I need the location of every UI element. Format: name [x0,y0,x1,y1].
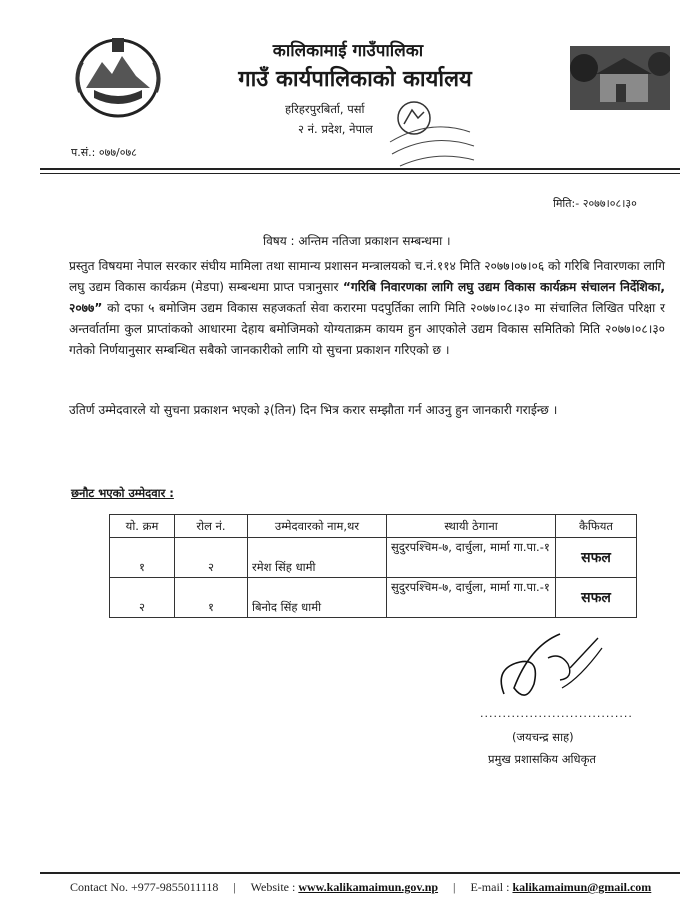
reference-number: प.सं.: ०७७/०७८ [71,146,137,159]
footer [70,880,690,895]
signatory-title: प्रमुख प्रशासकिय अधिकृत [488,752,596,766]
email-link[interactable]: kalikamaimun@gmail.com [512,880,652,894]
footer-website-label: Website : [250,880,299,894]
footer-separator: | [453,880,456,894]
table-header-row [110,515,637,538]
cell-serial: २ [110,578,175,618]
cell-remarks: सफल [556,578,637,618]
letter-date: मिति:- २०७७।०८।३० [553,197,637,210]
cell-remarks: सफल [556,538,637,578]
col-serial: यो. क्रम [110,515,175,538]
col-address: स्थायी ठेगाना [387,515,556,538]
cell-name: रमेश सिंह धामी [248,538,387,578]
table-row [110,578,637,618]
address-line-2: २ नं. प्रदेश, नेपाल [298,122,373,136]
paragraph-1-directive-title: “गरिबि निवारणका लागि लघु उद्यम विकास कार्यक्रम संचालन निर्देशिका, २०७७” [69,280,665,315]
cell-name: बिनोद सिंह धामी [248,578,387,618]
website-link[interactable]: www.kalikamaimun.gov.np [298,880,439,894]
cell-roll: २ [175,538,248,578]
results-table [109,514,637,618]
address-line-1: हरिहरपुरबिर्ता, पर्सा [285,102,365,116]
signature-mark [490,628,610,706]
cell-roll: १ [175,578,248,618]
office-name: गाउँ कार्यपालिकाको कार्यालय [238,67,472,92]
paragraph-1-text-b: को दफा ५ बमोजिम उद्यम विकास सहजकर्ता सेवा करारमा पदपुर्तिका लागि मिति २०७७।०८।३० मा संचालित लिखित परिक्षा र अन्तर्वार्तामा कुल प्राप्तांकको आधारमा देहाय बमोजिमको योग्यताक्रम कायम हुन आएकोले उद्यम विकास समितिको मिति २०७७।०८।३० गतेको निर्णयानुसार सम्बन्धित सबैको जानकारीको लागि यो सुचना प्रकाशन गरिएको छ । [69,301,665,357]
footer-separator: | [233,880,236,894]
header-divider-thin [40,173,680,174]
header-divider [40,168,680,170]
letter-subject: विषय : अन्तिम नतिजा प्रकाशन सम्बन्धमा । [263,234,451,248]
col-remarks: कैफियत [556,515,637,538]
nepal-emblem-logo [72,32,164,120]
office-building-photo [570,46,670,110]
body-paragraph-2: उतिर्ण उम्मेदवारले यो सुचना प्रकाशन भएको ३(तिन) दिन भित्र करार सम्झौता गर्न आउनु हुन जानकारी गराईन्छ । [69,403,558,417]
col-roll: रोल नं. [175,515,248,538]
official-stamp [370,92,480,178]
municipality-name: कालिकामाई गाउँपालिका [272,41,424,61]
col-name: उम्मेदवारको नाम,थर [248,515,387,538]
chosen-candidates-heading: छनौट भएको उम्मेदवार : [71,486,174,500]
cell-serial: १ [110,538,175,578]
footer-divider [40,872,680,874]
signature-line: .................................. [480,707,633,720]
table-row [110,538,637,578]
cell-address: सुदुरपश्चिम-७, दार्चुला, मार्मा गा.पा.-१ [387,578,556,618]
body-paragraph-1 [69,256,665,361]
signatory-name: (जयचन्द्र साह) [512,730,574,744]
footer-contact: Contact No. +977-9855011118 [70,880,219,894]
cell-address: सुदुरपश्चिम-७, दार्चुला, मार्मा गा.पा.-१ [387,538,556,578]
paragraph-1-text-a: प्रस्तुत विषयमा नेपाल सरकार संघीय मामिला तथा सामान्य प्रशासन मन्त्रालयको च.नं.११४ मिति २०७७।०७।०६ को गरिबि निवारणका लागि लघु उद्यम विकास कार्यक्रम (मेडपा) सम्बन्धमा प्राप्त पत्रानुसार [69,259,665,294]
footer-email-label: E-mail : [470,880,513,894]
